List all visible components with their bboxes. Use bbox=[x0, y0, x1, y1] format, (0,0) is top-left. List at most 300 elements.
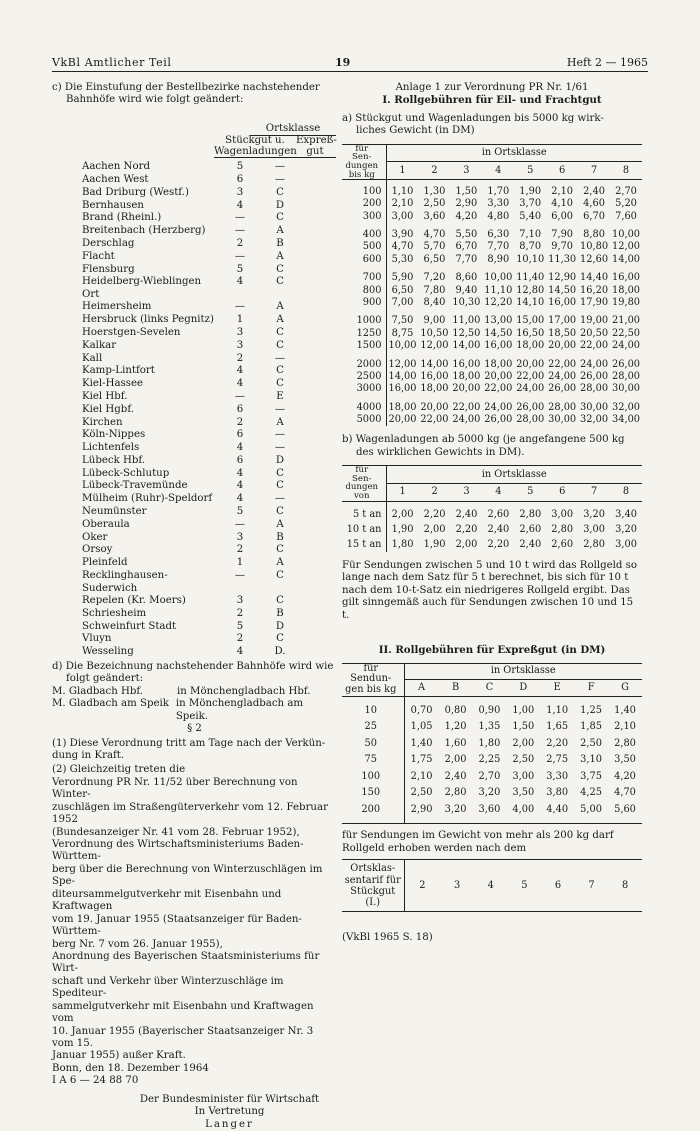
station-name: Orsoy bbox=[82, 544, 113, 556]
station-name: Lübeck Hbf. bbox=[82, 454, 146, 466]
rate-cell: 11,10 bbox=[484, 284, 513, 296]
table-row bbox=[342, 371, 642, 383]
rate-cell: 14,50 bbox=[484, 327, 513, 339]
weight-cell: 1250 bbox=[342, 328, 386, 340]
table-row bbox=[342, 284, 642, 296]
t1-head-line: bis kg bbox=[348, 169, 375, 180]
weight-cell: 700 bbox=[342, 272, 386, 284]
rate-cell: 20,00 bbox=[420, 401, 449, 413]
station-class-goods: 4 bbox=[236, 646, 244, 658]
regulation-line: Anordnung des Bayerischen Staatsministeriums für Wirt- bbox=[52, 950, 320, 975]
rate-cell: 3,00 bbox=[391, 210, 414, 222]
rate-cell: 12,00 bbox=[611, 241, 641, 253]
rate-cell: 20,50 bbox=[580, 327, 609, 339]
rate-cell: 3,00 bbox=[615, 538, 637, 550]
station-class-express: C bbox=[276, 212, 284, 224]
rate-cell: 1,65 bbox=[546, 721, 569, 733]
t2-head-line: Sen- bbox=[352, 473, 372, 484]
rate-cell: 22,50 bbox=[611, 327, 641, 339]
table-row bbox=[342, 340, 642, 352]
rate-cell: 1,80 bbox=[391, 538, 414, 550]
station-class-goods: — bbox=[234, 225, 246, 237]
rate-cell: 26,00 bbox=[611, 358, 641, 370]
t3-head-line: gen bis kg bbox=[345, 684, 397, 696]
station-row bbox=[52, 455, 300, 468]
station-class-goods: 2 bbox=[236, 544, 244, 556]
station-class-goods: 1 bbox=[236, 557, 244, 569]
signature-deputy: In Vertretung bbox=[194, 1106, 265, 1118]
class-header: D bbox=[506, 680, 540, 697]
rate-cell: 2,10 bbox=[614, 721, 636, 733]
rate-cell: 26,00 bbox=[548, 383, 577, 395]
repealed-regulations bbox=[52, 777, 337, 1063]
rename-row bbox=[52, 698, 337, 723]
weight-cell: 600 bbox=[342, 254, 386, 266]
rate-cell: 6,70 bbox=[455, 241, 478, 253]
weight-cell: 150 bbox=[342, 785, 404, 802]
rate-cell: 3,60 bbox=[478, 803, 501, 815]
class-header-row bbox=[342, 483, 642, 501]
rate-cell: 14,00 bbox=[452, 340, 481, 352]
rate-cell: 2,20 bbox=[487, 538, 510, 550]
station-class-goods: — bbox=[234, 570, 246, 582]
weight-cell: 75 bbox=[342, 752, 404, 769]
rate-cell: 24,00 bbox=[452, 414, 481, 426]
station-class-express: — bbox=[274, 429, 286, 441]
station-class-express: A bbox=[276, 250, 284, 262]
rate-cell: 1,75 bbox=[410, 754, 433, 766]
rate-cell: 3,50 bbox=[512, 787, 535, 799]
station-name: Flacht bbox=[82, 250, 115, 262]
regulation-line: zuschlägen im Straßengüterverkehr vom 12. Februar 1952 bbox=[52, 801, 328, 826]
table-row bbox=[342, 272, 642, 284]
class-value: 3 bbox=[453, 879, 461, 891]
station-class-express: C bbox=[276, 594, 284, 606]
rate-cell: 5,60 bbox=[614, 803, 636, 815]
rate-cell: 26,00 bbox=[484, 414, 513, 426]
t4-head-line: Stückgut (I.) bbox=[350, 885, 396, 909]
rate-cell: 1,00 bbox=[512, 704, 535, 716]
station-class-goods: 4 bbox=[236, 467, 244, 479]
table-row bbox=[342, 801, 642, 818]
station-class-goods: — bbox=[234, 518, 246, 530]
table2-rowheader bbox=[342, 466, 386, 501]
rate-cell: 22,00 bbox=[484, 383, 513, 395]
station-row bbox=[52, 557, 300, 570]
station-name: Hersbruck (links Pegnitz) bbox=[82, 314, 214, 326]
class-header: 6 bbox=[546, 162, 578, 180]
rate-cell: 20,00 bbox=[484, 370, 513, 382]
rename-row bbox=[52, 686, 337, 698]
table-row bbox=[342, 254, 642, 266]
station-class-express: B bbox=[276, 238, 284, 250]
left-column bbox=[52, 82, 337, 1131]
weight-cell: 5000 bbox=[342, 414, 386, 426]
rate-cell: 24,00 bbox=[611, 340, 641, 352]
rate-table-4 bbox=[342, 859, 642, 912]
station-name: Mülheim (Ruhr)-Speldorf bbox=[82, 493, 213, 505]
rate-cell: 6,50 bbox=[391, 284, 414, 296]
rate-cell: 2,00 bbox=[512, 737, 535, 749]
paragraph-a-line: liches Gewicht (in DM) bbox=[356, 125, 475, 137]
regulation-line: (Bundesanzeiger Nr. 41 vom 28. Februar 1952), bbox=[52, 826, 300, 838]
rate-cell: 34,00 bbox=[611, 414, 641, 426]
station-row bbox=[52, 251, 300, 264]
station-class-goods: 6 bbox=[236, 454, 244, 466]
rate-cell: 14,10 bbox=[516, 296, 545, 308]
station-class-express: — bbox=[274, 442, 286, 454]
station-row bbox=[52, 595, 300, 608]
station-name: Recklinghausen-Suderwich bbox=[82, 570, 168, 594]
station-class-express: C bbox=[276, 326, 284, 338]
rate-cell: 16,20 bbox=[580, 284, 609, 296]
weight-cell: 3000 bbox=[342, 383, 386, 395]
rate-cell: 14,00 bbox=[420, 358, 449, 370]
table-row bbox=[342, 752, 642, 769]
station-name: Lübeck-Travemünde bbox=[82, 480, 188, 492]
rate-cell: 3,75 bbox=[580, 770, 602, 782]
page-number: 19 bbox=[335, 56, 351, 69]
station-row bbox=[52, 365, 300, 378]
class-header: 2 bbox=[418, 162, 450, 180]
weight-cell: 1500 bbox=[342, 340, 386, 352]
rate-cell: 19,00 bbox=[580, 315, 609, 327]
station-class-goods: 2 bbox=[236, 352, 244, 364]
rate-cell: 18,00 bbox=[388, 401, 417, 413]
rate-cell: 2,10 bbox=[391, 198, 414, 210]
station-class-goods: 3 bbox=[236, 326, 244, 338]
station-class-goods: 2 bbox=[236, 633, 244, 645]
station-class-goods: 6 bbox=[236, 174, 244, 186]
table-row bbox=[342, 229, 642, 241]
station-class-goods: — bbox=[234, 212, 246, 224]
rate-cell: 28,00 bbox=[516, 414, 545, 426]
weight-cell: 15 t an bbox=[342, 537, 386, 552]
class-header: 4 bbox=[482, 483, 514, 501]
rate-cell: 12,80 bbox=[516, 284, 545, 296]
class-header: A bbox=[404, 680, 439, 697]
rename-to: in Mönchengladbach am Speik. bbox=[175, 698, 304, 722]
station-table bbox=[52, 161, 300, 659]
rate-cell: 16,00 bbox=[388, 383, 417, 395]
station-class-goods: — bbox=[234, 390, 246, 402]
rate-cell: 10,50 bbox=[420, 327, 449, 339]
rate-cell: 5,40 bbox=[519, 210, 542, 222]
station-row bbox=[52, 468, 300, 481]
weight-cell: 300 bbox=[342, 210, 386, 222]
rate-cell: 3,20 bbox=[615, 523, 637, 535]
rate-cell: 3,20 bbox=[583, 508, 606, 520]
table1-rowheader bbox=[342, 144, 386, 179]
rate-cell: 2,25 bbox=[478, 754, 501, 766]
rate-cell: 8,60 bbox=[455, 272, 478, 284]
station-class-express: C bbox=[276, 339, 284, 351]
rate-cell: 3,80 bbox=[546, 787, 569, 799]
rate-cell: 2,20 bbox=[455, 523, 478, 535]
station-row bbox=[52, 301, 300, 314]
t1-head-line: für bbox=[355, 143, 369, 154]
station-name: Hoerstgen-Sevelen bbox=[82, 326, 181, 338]
rate-cell: 22,00 bbox=[452, 401, 481, 413]
rate-cell: 7,60 bbox=[615, 210, 637, 222]
rate-cell: 1,40 bbox=[614, 704, 636, 716]
rate-cell: 1,60 bbox=[444, 737, 467, 749]
rate-cell: 2,10 bbox=[551, 185, 574, 197]
station-row bbox=[52, 493, 300, 506]
station-class-goods: 4 bbox=[236, 493, 244, 505]
rate-cell: 3,50 bbox=[614, 754, 636, 766]
table2-ortsklasse: in Ortsklasse bbox=[386, 466, 642, 484]
station-class-express: C bbox=[276, 506, 284, 518]
rate-cell: 17,90 bbox=[580, 296, 609, 308]
rate-cell: 1,25 bbox=[580, 704, 602, 716]
rate-cell: 5,50 bbox=[455, 229, 478, 241]
class-header-row bbox=[342, 162, 642, 180]
rate-cell: 3,30 bbox=[487, 198, 510, 210]
rate-cell: 16,00 bbox=[548, 296, 577, 308]
table-row bbox=[342, 537, 642, 552]
station-name: Kiel Hgbf. bbox=[82, 403, 134, 415]
rate-table-3 bbox=[342, 663, 642, 825]
right-column bbox=[342, 82, 642, 945]
station-row bbox=[52, 519, 300, 532]
rate-cell: 3,70 bbox=[519, 198, 542, 210]
station-class-goods: 5 bbox=[236, 263, 244, 275]
rate-cell: 2,50 bbox=[410, 787, 433, 799]
rate-cell: 2,40 bbox=[519, 538, 542, 550]
rate-cell: 7,90 bbox=[551, 229, 574, 241]
rate-cell: 8,70 bbox=[519, 241, 542, 253]
rate-cell: 2,60 bbox=[551, 538, 574, 550]
table4-rowheader bbox=[342, 860, 404, 912]
station-name: Bernhausen bbox=[82, 199, 144, 211]
class-header: 8 bbox=[610, 483, 642, 501]
station-name: Kall bbox=[82, 352, 103, 364]
express-note-line: Rollgeld erhoben werden nach dem bbox=[342, 842, 527, 854]
rate-cell: 7,50 bbox=[391, 315, 414, 327]
rate-cell: 12,50 bbox=[452, 327, 481, 339]
station-row bbox=[52, 212, 300, 225]
station-row bbox=[52, 378, 300, 391]
rate-cell: 4,70 bbox=[423, 229, 446, 241]
rate-cell: 3,00 bbox=[551, 508, 574, 520]
rate-cell: 16,50 bbox=[516, 327, 545, 339]
rate-cell: 2,40 bbox=[455, 508, 478, 520]
rate-cell: 26,00 bbox=[580, 370, 609, 382]
station-class-goods: 2 bbox=[236, 416, 244, 428]
station-class-express: — bbox=[274, 403, 286, 415]
station-name: Heimersheim bbox=[82, 301, 152, 313]
rate-cell: 2,75 bbox=[546, 754, 569, 766]
rate-cell: 4,80 bbox=[487, 210, 510, 222]
rate-cell: 30,00 bbox=[548, 414, 577, 426]
rate-cell: 6,50 bbox=[423, 253, 446, 265]
station-row bbox=[52, 200, 300, 213]
station-row bbox=[52, 506, 300, 519]
paragraph-c-line: Bahnhöfe wird wie folgt geändert: bbox=[66, 94, 244, 106]
rate-cell: 30,00 bbox=[580, 401, 609, 413]
table-row bbox=[342, 297, 642, 309]
journal-title: VkBl Amtlicher Teil bbox=[52, 56, 172, 69]
station-name: Repelen (Kr. Moers) bbox=[82, 594, 186, 606]
rate-cell: 20,00 bbox=[548, 340, 577, 352]
rate-cell: 14,40 bbox=[580, 272, 609, 284]
weight-cell: 200 bbox=[342, 198, 386, 210]
rename-from: M. Gladbach Hbf. bbox=[52, 685, 144, 697]
rate-cell: 8,80 bbox=[583, 229, 605, 241]
table-row bbox=[342, 735, 642, 752]
weight-cell: 100 bbox=[342, 768, 404, 785]
station-row bbox=[52, 353, 300, 366]
station-class-express: C bbox=[276, 378, 284, 390]
station-name: Lübeck-Schlutup bbox=[82, 467, 170, 479]
rate-cell: 26,00 bbox=[516, 401, 545, 413]
station-name: Kalkar bbox=[82, 339, 117, 351]
table3-rowheader bbox=[342, 663, 404, 696]
regulation-line: Januar 1955) außer Kraft. bbox=[52, 1050, 186, 1062]
rate-cell: 10,30 bbox=[452, 296, 481, 308]
station-row bbox=[52, 340, 300, 353]
rate-cell: 2,50 bbox=[512, 754, 535, 766]
regulation-line: Verordnung PR Nr. 11/52 über Berechnung von Winter- bbox=[52, 776, 298, 801]
weight-cell: 500 bbox=[342, 241, 386, 253]
station-name: Derschlag bbox=[82, 238, 135, 250]
station-class-express: B bbox=[276, 531, 284, 543]
t4-head-line: Ortsklas- bbox=[350, 863, 396, 875]
rate-cell: 22,00 bbox=[420, 414, 449, 426]
rate-cell: 10,00 bbox=[388, 340, 417, 352]
station-row bbox=[52, 187, 300, 200]
table-row bbox=[342, 414, 642, 426]
station-row bbox=[52, 417, 300, 430]
regulation-line: Verordnung des Wirtschaftsministeriums Baden-Württem- bbox=[52, 839, 304, 863]
station-class-express: A bbox=[276, 225, 284, 237]
rate-cell: 2,80 bbox=[614, 737, 636, 749]
station-name: Flensburg bbox=[82, 263, 135, 275]
rate-cell: 0,90 bbox=[478, 704, 501, 716]
rate-cell: 3,20 bbox=[478, 787, 501, 799]
station-class-goods: 4 bbox=[236, 378, 244, 390]
station-row bbox=[52, 404, 300, 417]
table-row bbox=[342, 383, 642, 395]
class-value: 7 bbox=[588, 879, 595, 891]
rate-cell: 16,00 bbox=[420, 370, 449, 382]
rate-cell: 2,60 bbox=[519, 523, 542, 535]
regulation-line: berg Nr. 7 vom 26. Januar 1955), bbox=[52, 938, 223, 950]
rate-cell: 2,40 bbox=[444, 770, 467, 782]
table-row bbox=[342, 241, 642, 253]
station-row bbox=[52, 225, 300, 238]
rate-cell: 16,00 bbox=[484, 340, 513, 352]
station-name: Köln-Nippes bbox=[82, 429, 146, 441]
rate-cell: 2,70 bbox=[478, 770, 501, 782]
weight-cell: 800 bbox=[342, 284, 386, 296]
station-row bbox=[52, 391, 300, 404]
col1-line2: Wagenladungen bbox=[214, 145, 297, 157]
station-class-express: C bbox=[276, 467, 284, 479]
station-row bbox=[52, 238, 300, 251]
weight-cell: 25 bbox=[342, 719, 404, 736]
rate-cell: 12,00 bbox=[420, 340, 449, 352]
station-class-express: D bbox=[275, 454, 285, 466]
station-class-express: C bbox=[276, 570, 284, 582]
rate-cell: 2,50 bbox=[423, 198, 446, 210]
paragraph-1-line: dung in Kraft. bbox=[52, 749, 125, 761]
rate-cell: 18,00 bbox=[516, 340, 545, 352]
station-class-goods: 5 bbox=[236, 620, 244, 632]
rate-cell: 6,70 bbox=[583, 210, 605, 222]
station-name: Vluyn bbox=[82, 633, 112, 645]
rate-cell: 7,70 bbox=[455, 253, 478, 265]
class-header: B bbox=[439, 680, 473, 697]
table-row bbox=[342, 358, 642, 370]
rate-cell: 1,80 bbox=[478, 737, 501, 749]
weight-cell: 50 bbox=[342, 735, 404, 752]
regulation-line: schaft und Verkehr über Winterzuschläge im Spediteur- bbox=[52, 975, 284, 1000]
rate-cell: 2,90 bbox=[410, 803, 433, 815]
station-class-express: D bbox=[275, 199, 285, 211]
paragraph-1-line: (1) Diese Verordnung tritt am Tage nach der Verkün- bbox=[52, 737, 326, 749]
class-header: 7 bbox=[578, 483, 610, 501]
paragraph-a-line: a) Stückgut und Wagenladungen bis 5000 kg wirk- bbox=[342, 112, 604, 124]
station-class-express: C bbox=[276, 365, 284, 377]
station-class-express: D. bbox=[274, 646, 286, 658]
rate-cell: 2,00 bbox=[444, 754, 467, 766]
station-class-express: — bbox=[274, 161, 286, 173]
weight-cell: 10 bbox=[342, 702, 404, 719]
t3-head-line: für Sendun- bbox=[350, 662, 392, 685]
rate-cell: 4,25 bbox=[580, 787, 602, 799]
rate-cell: 6,00 bbox=[551, 210, 574, 222]
col2-line1: Expreß- bbox=[296, 134, 337, 146]
station-class-express: — bbox=[274, 174, 286, 186]
class-header: G bbox=[608, 680, 642, 697]
rate-cell: 10,10 bbox=[516, 253, 545, 265]
rate-cell: 12,60 bbox=[580, 253, 609, 265]
paragraph-b-line: des wirklichen Gewichts in DM). bbox=[356, 446, 525, 458]
paragraph-d-line: d) Die Bezeichnung nachstehender Bahnhöfe wird wie bbox=[52, 660, 334, 672]
station-row bbox=[52, 621, 300, 634]
rate-cell: 4,20 bbox=[614, 770, 636, 782]
section-heading: § 2 bbox=[187, 723, 202, 735]
source-reference: (VkBl 1965 S. 18) bbox=[342, 932, 433, 944]
rename-from: M. Gladbach am Speik bbox=[52, 698, 169, 710]
station-row bbox=[52, 544, 300, 557]
section-heading-1: I. Rollgebühren für Eil- und Frachtgut bbox=[382, 94, 602, 107]
rate-cell: 0,70 bbox=[410, 704, 433, 716]
station-row bbox=[52, 442, 300, 455]
rate-cell: 20,00 bbox=[388, 414, 417, 426]
rate-cell: 2,20 bbox=[546, 737, 569, 749]
class-header: 5 bbox=[514, 162, 546, 180]
signature-name: Langer bbox=[205, 1118, 254, 1130]
paragraph-c bbox=[52, 82, 337, 107]
station-name: Aachen West bbox=[82, 174, 149, 186]
station-name: Neumünster bbox=[82, 506, 147, 518]
station-class-express: A bbox=[276, 416, 284, 428]
rate-cell: 14,00 bbox=[388, 370, 417, 382]
signature-authority: Der Bundesminister für Wirtschaft bbox=[139, 1093, 320, 1105]
weight-cell: 200 bbox=[342, 801, 404, 818]
rate-cell: 0,80 bbox=[444, 704, 467, 716]
rate-cell: 3,00 bbox=[512, 770, 535, 782]
rate-cell: 1,90 bbox=[519, 185, 542, 197]
station-row bbox=[52, 570, 300, 595]
station-name: Oker bbox=[82, 531, 108, 543]
station-class-goods: — bbox=[234, 301, 246, 313]
rate-cell: 4,40 bbox=[546, 803, 569, 815]
station-class-express: C bbox=[276, 544, 284, 556]
